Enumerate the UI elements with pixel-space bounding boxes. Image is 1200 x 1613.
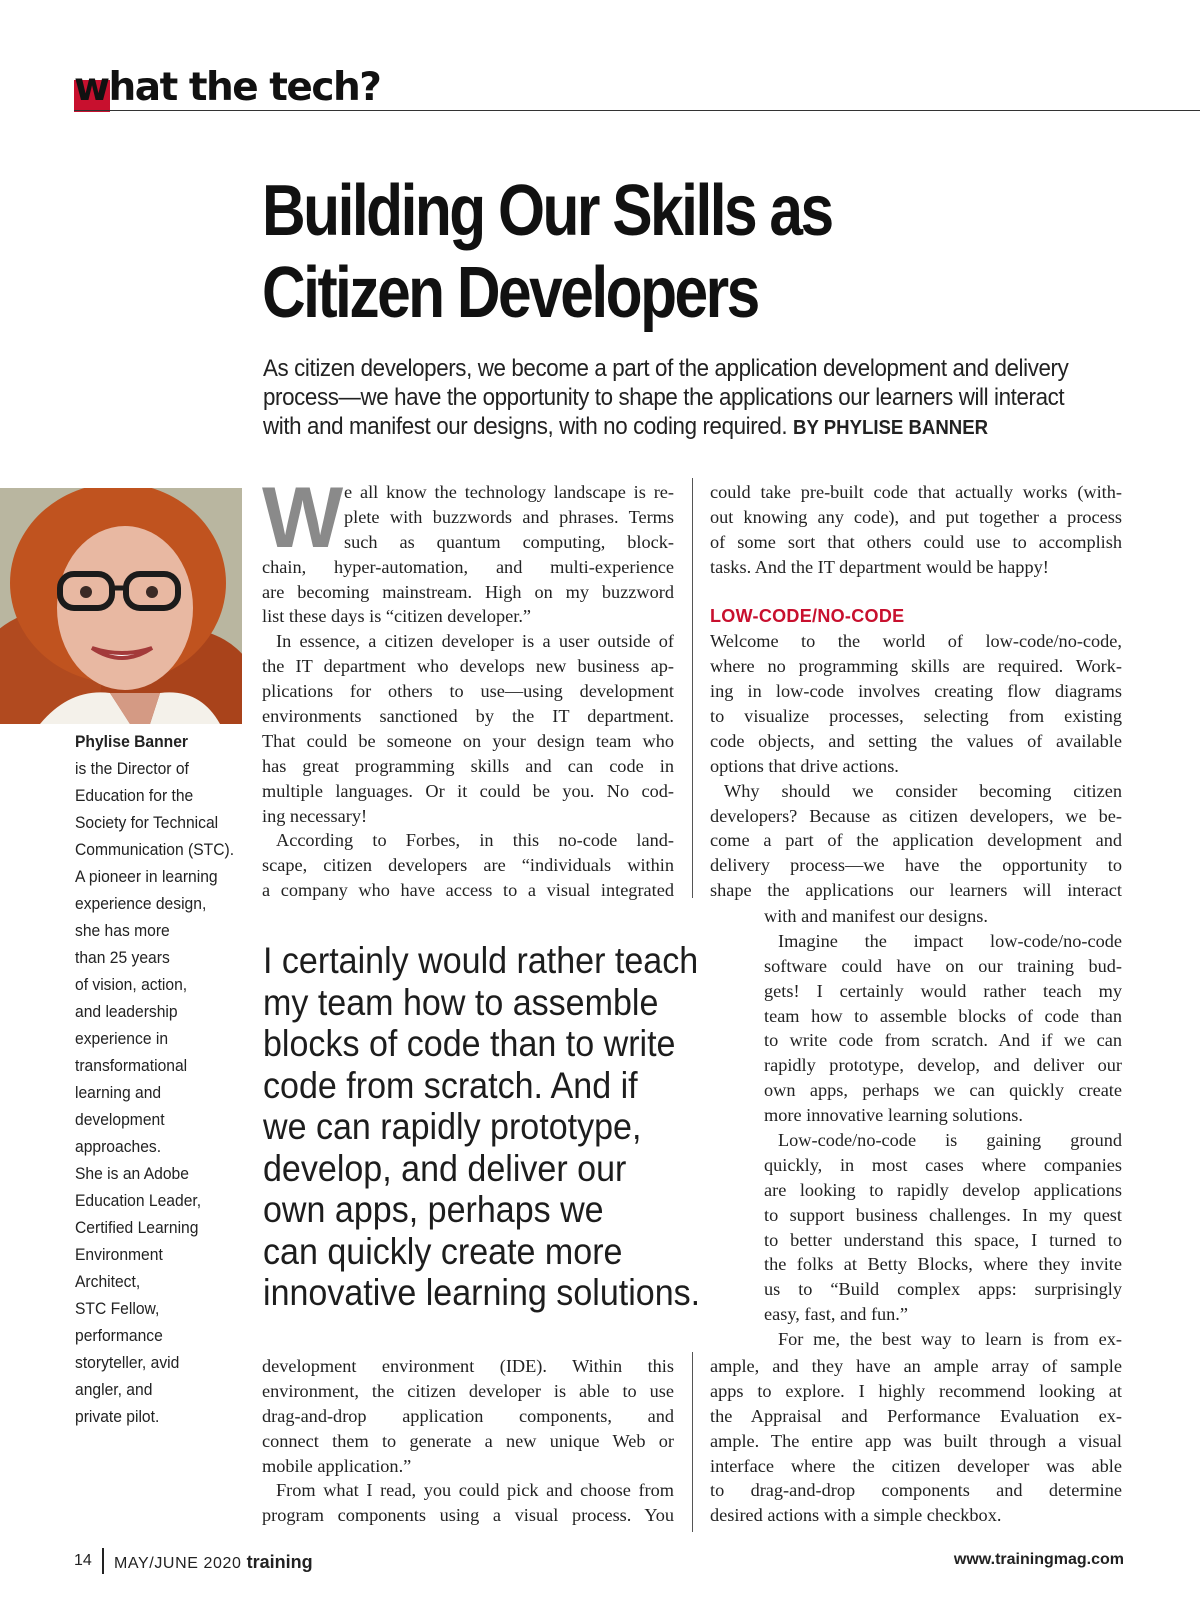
- bio-line: Education Leader,: [75, 1191, 202, 1210]
- page-footer: [74, 1548, 1124, 1578]
- body-line: software could have on our training bud-: [764, 955, 1122, 976]
- pull-quote-line: I certainly would rather teach: [263, 940, 699, 981]
- body-line: mobile application.”: [262, 1455, 412, 1476]
- bio-line: and leadership: [75, 1002, 178, 1021]
- bio-line: learning and: [75, 1083, 162, 1102]
- bio-line: Certified Learning: [75, 1218, 199, 1237]
- deck-line-last: [263, 412, 1072, 443]
- body-line: development environment (IDE). Within this: [262, 1356, 674, 1376]
- body-line: In essence, a citizen developer is a user outside of: [276, 631, 674, 652]
- body-line: delivery process—we have the opportunity to: [710, 855, 1122, 876]
- body-line: Imagine the impact low-code/no-code: [778, 930, 1122, 951]
- body-line: chain, hyper-automation, and multi-experience: [262, 556, 674, 577]
- body-line: rapidly prototype, develop, and deliver our: [764, 1055, 1122, 1076]
- body-line: options that drive actions.: [710, 755, 899, 776]
- magazine-brand: training: [246, 1552, 313, 1572]
- body-line: e all know the technology landscape is re-: [344, 482, 674, 502]
- body-line: list these days is “citizen developer.”: [262, 606, 532, 627]
- body-line: easy, fast, and fun.”: [764, 1304, 908, 1325]
- body-line: team how to assemble blocks of code than: [764, 1005, 1122, 1026]
- issue-date: MAY/JUNE 2020: [114, 1555, 242, 1572]
- body-line: environments sanctioned by the IT department.: [262, 706, 674, 727]
- bio-line: than 25 years: [75, 948, 170, 967]
- body-line: desired actions with a simple checkbox.: [710, 1505, 1002, 1526]
- body-column-1: [262, 470, 674, 903]
- body-line: to support business challenges. In my quest: [764, 1204, 1122, 1225]
- body-line: Why should we consider becoming citizen: [724, 780, 1122, 801]
- pull-quote-line: innovative learning solutions.: [263, 1272, 701, 1313]
- pull-quote-line: own apps, perhaps we: [263, 1189, 604, 1230]
- body-line: apps to explore. I highly recommend looking at: [710, 1380, 1122, 1401]
- footer-divider: [102, 1548, 104, 1574]
- body-line: According to Forbes, in this no-code land-: [276, 830, 674, 851]
- body-line: us to “Build complex apps: surprisingly: [764, 1279, 1122, 1300]
- body-line: connect them to generate a new unique Web or: [262, 1430, 674, 1451]
- body-line: the Appraisal and Performance Evaluation ex-: [710, 1405, 1122, 1426]
- body-line: come a part of the application development and: [710, 830, 1122, 851]
- bio-line: Architect,: [75, 1272, 141, 1291]
- body-line: program components using a visual process. You: [262, 1505, 674, 1526]
- bio-line: approaches.: [75, 1137, 162, 1156]
- body-line: ing in low-code involves creating flow diagrams: [710, 681, 1122, 702]
- body-line: to drag-and-drop components and determine: [710, 1480, 1122, 1501]
- pull-quote: [263, 940, 723, 1314]
- body-line: could take pre-built code that actually works (with-: [710, 482, 1122, 502]
- body-line: ing necessary!: [262, 805, 368, 826]
- body-line: That could be someone on your design team who: [262, 730, 674, 751]
- body-line: of some sort that others could use to accomplish: [710, 531, 1122, 552]
- body-line: has great programming skills and can code in: [262, 755, 674, 776]
- bio-line: She is an Adobe: [75, 1164, 189, 1183]
- body-line: a company who have access to a visual integrated: [262, 880, 674, 901]
- subhead: LOW-CODE/NO-CODE: [710, 606, 905, 627]
- body-line: the IT department who develops new business ap-: [262, 656, 674, 677]
- body-line: shape the applications our learners will interact: [710, 880, 1122, 901]
- bio-line: storyteller, avid: [75, 1353, 180, 1372]
- bio-line: she has more: [75, 921, 170, 940]
- article-title: [262, 170, 1018, 334]
- body-line: such as quantum computing, block-: [344, 531, 674, 552]
- bio-line: private pilot.: [75, 1407, 160, 1426]
- body-line: code objects, and setting the values of available: [710, 730, 1122, 751]
- bio-line: Environment: [75, 1245, 163, 1264]
- body-line: more innovative learning solutions.: [764, 1105, 1023, 1126]
- page-number: 14: [74, 1552, 92, 1569]
- body-line: Welcome to the world of low-code/no-code,: [710, 631, 1122, 652]
- bio-line: experience in: [75, 1029, 169, 1048]
- pull-quote-line: develop, and deliver our: [263, 1147, 627, 1189]
- body-column-1-continued: [262, 1354, 674, 1528]
- body-line: plications for others to use—using development: [262, 681, 674, 702]
- body-line: ample, and they have an ample array of sample: [710, 1356, 1122, 1376]
- body-line: the folks at Betty Blocks, where they invite: [764, 1254, 1122, 1275]
- section-header: [74, 65, 1200, 112]
- author-bio: [75, 728, 245, 1430]
- title-line: Citizen Developers: [262, 253, 758, 333]
- bio-line: Education for the: [75, 786, 194, 805]
- body-line: tasks. And the IT department would be happy!: [710, 556, 1049, 577]
- body-line: gets! I certainly would rather teach my: [764, 980, 1122, 1001]
- title-line: Building Our Skills as: [262, 171, 832, 251]
- body-line: interface where the citizen developer was able: [710, 1455, 1122, 1476]
- section-title: what the tech?: [74, 65, 381, 110]
- body-line: environment, the citizen developer is able to use: [262, 1380, 674, 1401]
- body-line: scape, citizen developers are “individuals within: [262, 855, 674, 876]
- deck-line: As citizen developers, we become a part of the application development and delivery: [263, 355, 1069, 382]
- body-line: For me, the best way to learn is from ex-: [778, 1329, 1122, 1350]
- bio-line: angler, and: [75, 1380, 153, 1399]
- magazine-url[interactable]: www.trainingmag.com: [953, 1551, 1124, 1568]
- pull-quote-line: blocks of code than to write: [263, 1023, 676, 1064]
- body-line: drag-and-drop application components, and: [262, 1405, 674, 1426]
- body-line: with and manifest our designs.: [764, 906, 988, 926]
- body-line: to visualize processes, selecting from existing: [710, 706, 1122, 727]
- body-column-2: [710, 480, 1122, 903]
- body-line: multiple languages. Or it could be you. No cod-: [262, 780, 674, 801]
- pull-quote-line: my team how to assemble: [263, 981, 659, 1023]
- body-line: plete with buzzwords and phrases. Terms: [344, 506, 674, 527]
- body-line: developers? Because as citizen developers, we be-: [710, 805, 1122, 826]
- pull-quote-line: code from scratch. And if: [263, 1064, 638, 1106]
- author-photo-illustration: [0, 488, 242, 724]
- deck-line-text: with and manifest our designs, with no coding required.: [263, 413, 788, 440]
- bio-line: development: [75, 1110, 165, 1129]
- spacer-line: [710, 580, 1122, 605]
- byline: BY PHYLISE BANNER: [793, 417, 989, 439]
- body-line: Low-code/no-code is gaining ground: [778, 1130, 1122, 1151]
- body-line: to write code from scratch. And if we can: [764, 1030, 1122, 1051]
- body-line: quickly, in most cases where companies: [764, 1154, 1122, 1175]
- author-name: Phylise Banner: [75, 732, 189, 751]
- bio-line: Society for Technical: [75, 813, 219, 832]
- body-line: ample. The entire app was built through a visual: [710, 1430, 1122, 1451]
- deck-line: process—we have the opportunity to shape the applications our learners will interact: [263, 384, 1065, 411]
- body-column-2-narrow: [764, 904, 1122, 1352]
- body-line: to better understand this space, I turned to: [764, 1229, 1122, 1250]
- bio-line: of vision, action,: [75, 975, 188, 994]
- bio-line: Communication (STC).: [75, 840, 235, 859]
- body-line: are looking to rapidly develop applications: [764, 1179, 1122, 1200]
- bio-line: STC Fellow,: [75, 1299, 160, 1318]
- column-divider: [692, 478, 693, 898]
- issue-label: [114, 1552, 313, 1573]
- pull-quote-line: we can rapidly prototype,: [263, 1106, 642, 1147]
- column-divider: [692, 1352, 693, 1532]
- body-line: out knowing any code), and put together a process: [710, 506, 1122, 527]
- body-line: are becoming mainstream. High on my buzzword: [262, 581, 674, 602]
- author-photo: [0, 488, 242, 724]
- bio-line: transformational: [75, 1056, 188, 1075]
- header-rule: [74, 110, 1200, 111]
- bio-line: experience design,: [75, 894, 207, 913]
- pull-quote-line: can quickly create more: [263, 1230, 623, 1272]
- bio-line: is the Director of: [75, 759, 189, 778]
- body-line: own apps, perhaps we can quickly create: [764, 1080, 1122, 1101]
- bio-line: performance: [75, 1326, 163, 1345]
- body-line: where no programming skills are required. Work-: [710, 656, 1122, 677]
- bio-line: A pioneer in learning: [75, 867, 218, 886]
- article-deck: [263, 354, 1133, 443]
- body-column-2-continued: [710, 1354, 1122, 1528]
- body-line: From what I read, you could pick and choose from: [276, 1480, 674, 1501]
- drop-cap: W: [262, 470, 344, 566]
